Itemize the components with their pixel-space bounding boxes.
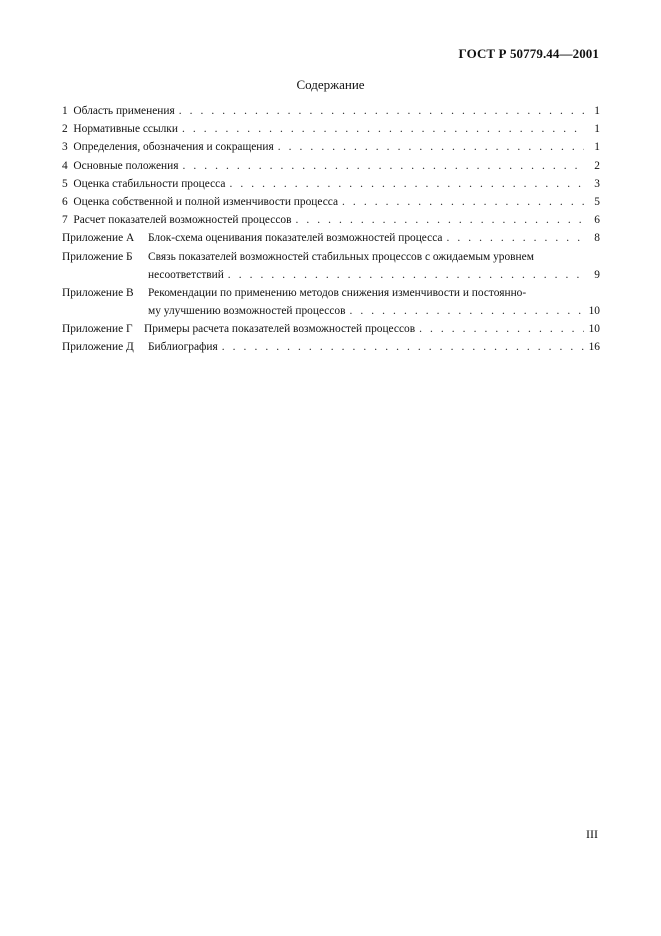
toc-entry-appendix-d[interactable]	[62, 338, 600, 356]
section-number: 2	[62, 123, 68, 136]
toc-entry-section-7[interactable]	[62, 211, 600, 229]
section-page: 6	[594, 214, 600, 227]
toc-entry-section-6[interactable]	[62, 193, 600, 211]
section-page: 1	[594, 141, 600, 154]
dot-leader	[182, 120, 584, 138]
section-number: 6	[62, 195, 68, 208]
section-title: Определения, обозначения и сокращения	[73, 141, 274, 154]
appendix-title: Библиография	[148, 341, 218, 354]
section-title: Основные положения	[73, 159, 179, 172]
dot-leader	[295, 211, 584, 229]
dot-leader	[182, 157, 584, 175]
section-number: 1	[62, 105, 68, 117]
appendix-page: 8	[594, 232, 600, 245]
section-page: 3	[594, 177, 600, 190]
appendix-page: 10	[588, 323, 600, 336]
toc-entry-section-2[interactable]	[62, 120, 600, 138]
dot-leader	[222, 338, 584, 356]
section-title: Оценка стабильности процесса	[73, 177, 226, 190]
appendix-label: Приложение Д	[62, 341, 134, 354]
dot-leader	[342, 193, 584, 211]
appendix-title-line: Связь показателей возможностей стабильных процессов с ожидаемым уровнем	[148, 250, 534, 263]
appendix-label: Приложение А	[62, 232, 135, 245]
toc-entry-section-4[interactable]	[62, 157, 600, 175]
appendix-page: 16	[588, 341, 600, 354]
appendix-page: 9	[594, 268, 600, 281]
appendix-label: Приложение Г	[62, 323, 133, 336]
appendix-title-line: несоответствий	[148, 268, 224, 281]
appendix-label: Приложение Б	[62, 250, 133, 263]
toc-entry-appendix-b[interactable]	[62, 248, 600, 284]
dot-leader	[278, 138, 584, 156]
appendix-title-block	[148, 284, 600, 320]
appendix-label: Приложение В	[62, 286, 134, 299]
section-number: 5	[62, 177, 68, 190]
toc-title: Содержание	[296, 77, 365, 92]
section-title: Область применения	[73, 105, 175, 117]
dot-leader	[228, 266, 584, 284]
toc-entry-section-3[interactable]	[62, 138, 600, 156]
dot-leader	[179, 102, 584, 120]
dot-leader	[229, 175, 584, 193]
appendix-title-line: Рекомендации по применению методов снижения изменчивости и постоянно-	[148, 286, 527, 299]
table-of-contents	[62, 102, 600, 357]
dot-leader	[446, 229, 584, 247]
section-page: 5	[594, 195, 600, 208]
toc-entry-appendix-g[interactable]	[62, 320, 600, 338]
toc-entry-appendix-a[interactable]	[62, 229, 600, 247]
appendix-title-line: му улучшению возможностей процессов	[148, 305, 346, 318]
section-number: 7	[62, 214, 68, 227]
section-title: Оценка собственной и полной изменчивости процесса	[73, 195, 339, 208]
section-title: Расчет показателей возможностей процессов	[73, 214, 292, 227]
section-number: 4	[62, 159, 68, 172]
section-page: 2	[594, 159, 600, 172]
dot-leader	[419, 320, 584, 338]
document-id: ГОСТ Р 50779.44—2001	[458, 46, 599, 61]
toc-entry-section-1[interactable]	[62, 102, 600, 120]
appendix-page: 10	[588, 305, 600, 318]
section-page: 1	[594, 105, 600, 117]
section-page: 1	[594, 123, 600, 136]
appendix-title-block	[148, 248, 600, 284]
section-number: 3	[62, 141, 68, 154]
page-number: III	[586, 827, 598, 841]
section-title: Нормативные ссылки	[73, 123, 178, 136]
appendix-title: Примеры расчета показателей возможностей процессов	[144, 323, 416, 336]
toc-entry-section-5[interactable]	[62, 175, 600, 193]
appendix-title: Блок-схема оценивания показателей возможностей процесса	[148, 232, 443, 245]
dot-leader	[349, 302, 584, 320]
toc-entry-appendix-v[interactable]	[62, 284, 600, 320]
